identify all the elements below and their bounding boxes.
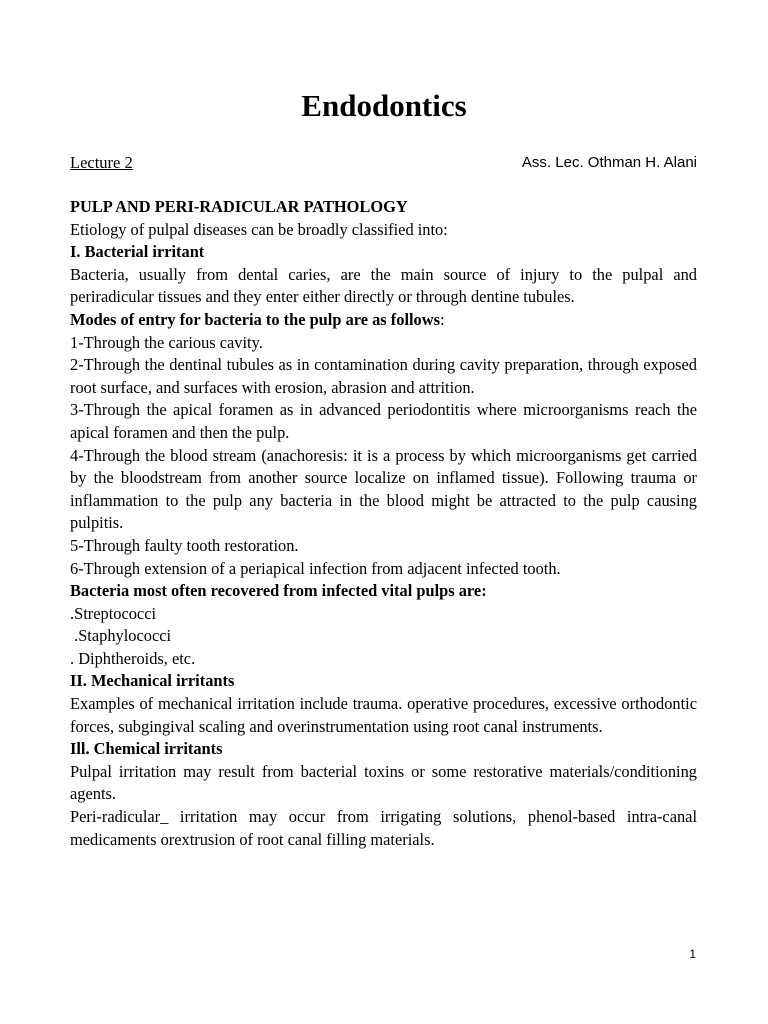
author-name: Ass. Lec. Othman H. Alani [521, 154, 697, 171]
bacteria-list-heading: Bacteria most often recovered from infected vital pulps are: [70, 581, 487, 601]
page-number: 1 [689, 947, 696, 961]
mode-item-3: 3-Through the apical foramen as in advanced periodontitis where microorganisms reach the apical foramen and then the pulp. [70, 400, 697, 442]
bacterial-irritant-paragraph: Bacteria, usually from dental caries, are the main source of injury to the pulpal and periradicular tissues and they enter either directly or through dentine tubules. [70, 264, 697, 307]
chemical-irritants-heading: Ill. Chemical irritants [70, 739, 223, 759]
modes-of-entry-heading [70, 309, 697, 332]
bacterial-irritant-heading: I. Bacterial irritant [70, 242, 205, 262]
document-title: Endodontics [301, 88, 467, 123]
document-body [70, 196, 697, 851]
bacteria-item-diphtheroids: . Diphtheroids, etc. [70, 648, 196, 668]
section-heading: PULP AND PERI-RADICULAR PATHOLOGY [70, 197, 408, 216]
mode-item-5: 5-Through faulty tooth restoration. [70, 535, 299, 555]
mode-item-1: 1-Through the carious cavity. [70, 332, 263, 352]
mechanical-irritants-paragraph: Examples of mechanical irritation include trauma. operative procedures, excessive orthodontic forces, subgingival scaling and overinstrumentation using root canal instruments. [70, 694, 697, 736]
mode-item-2: 2-Through the dentinal tubules as in contamination during cavity preparation, through exposed root surface, and surfaces with erosion, abrasion and attrition. [70, 355, 697, 397]
bacteria-item-streptococci: .Streptococci [70, 603, 157, 623]
intro-paragraph: Etiology of pulpal diseases can be broadly classified into: [70, 219, 448, 239]
mode-item-6: 6-Through extension of a periapical infection from adjacent infected tooth. [70, 558, 561, 578]
bacteria-item-staphylococci: .Staphylococci [70, 626, 172, 646]
modes-of-entry-title: Modes of entry for bacteria to the pulp are as follows [70, 309, 440, 329]
mode-item-4: 4-Through the blood stream (anachoresis: it is a process by which microorganisms get carried by the bloodstream from another source localize on inflamed tissue). Following trauma or inflammation to the pulp any bacteria in the blood might be attracted to the pulp causing pulpitis. [70, 445, 697, 533]
lecture-number: Lecture 2 [70, 153, 133, 172]
chemical-irritants-paragraph-1: Pulpal irritation may result from bacterial toxins or some restorative materials/conditioning agents. [70, 761, 697, 804]
modes-of-entry-colon: : [439, 309, 445, 329]
lecture-header [70, 151, 697, 175]
mechanical-irritants-heading: II. Mechanical irritants [70, 671, 235, 691]
chemical-irritants-paragraph-2: Peri-radicular_ irritation may occur from irrigating solutions, phenol-based intra-canal medicaments orextrusion of root canal filling materials. [70, 807, 697, 849]
